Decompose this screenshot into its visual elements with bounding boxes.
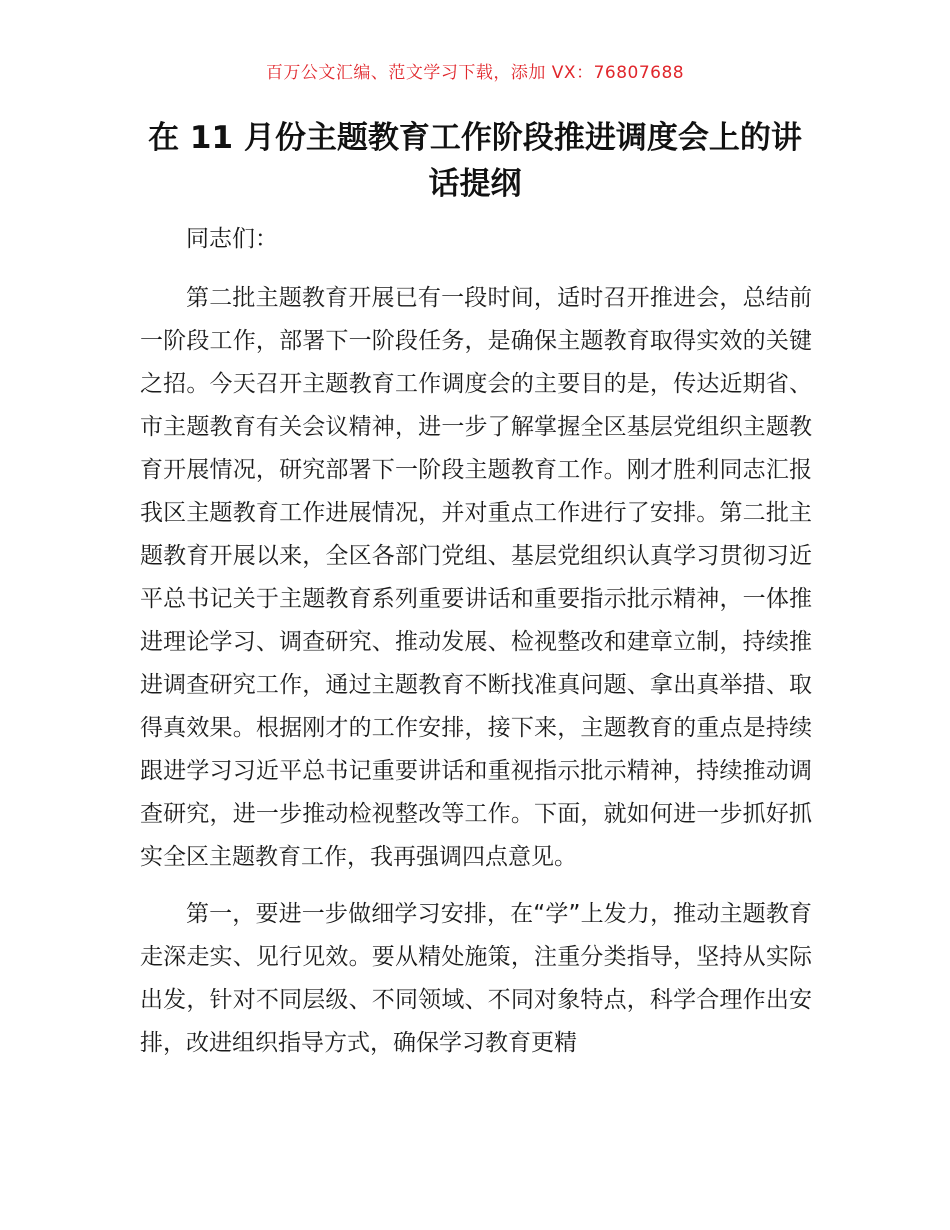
paragraph-1: 第二批主题教育开展已有一段时间，适时召开推进会，总结前一阶段工作，部署下一阶段任务，是确保主题教育取得实效的关键之招。今天召开主题教育工作调度会的主要目的是，传达近期省、市主题教育有关会议精神，进一步了解掌握全区基层党组织主题教育开展情况，研究部署下一阶段主题教育工作。刚才胜利同志汇报我区主题教育工作进展情况，并对重点工作进行了安排。第二批主题教育开展以来，全区各部门党组、基层党组织认真学习贯彻习近平总书记关于主题教育系列重要讲话和重要指示批示精神，一体推进理论学习、调查研究、推动发展、检视整改和建章立制，持续推进调查研究工作，通过主题教育不断找准真问题、拿出真举措、取得真效果。根据刚才的工作安排，接下来，主题教育的重点是持续跟进学习习近平总书记重要讲话和重视指示批示精神，持续推动调查研究，进一步推动检视整改等工作。下面，就如何进一步抓好抓实全区主题教育工作，我再强调四点意见。 [140,285,812,870]
document-body [140,218,812,1079]
promo-header: 百万公文汇编、范文学习下载，添加 VX：76807688 [265,63,685,83]
greeting: 同志们： [186,226,278,252]
document-title: 在 11 月份主题教育工作阶段推进调度会上的讲话提纲 [148,120,802,202]
paragraph-2: 第一，要进一步做细学习安排，在“学”上发力，推动主题教育走深走实、见行见效。要从精处施策，注重分类指导，坚持从实际出发，针对不同层级、不同领域、不同对象特点，科学合理作出安排，改进组织指导方式，确保学习教育更精 [140,901,812,1056]
